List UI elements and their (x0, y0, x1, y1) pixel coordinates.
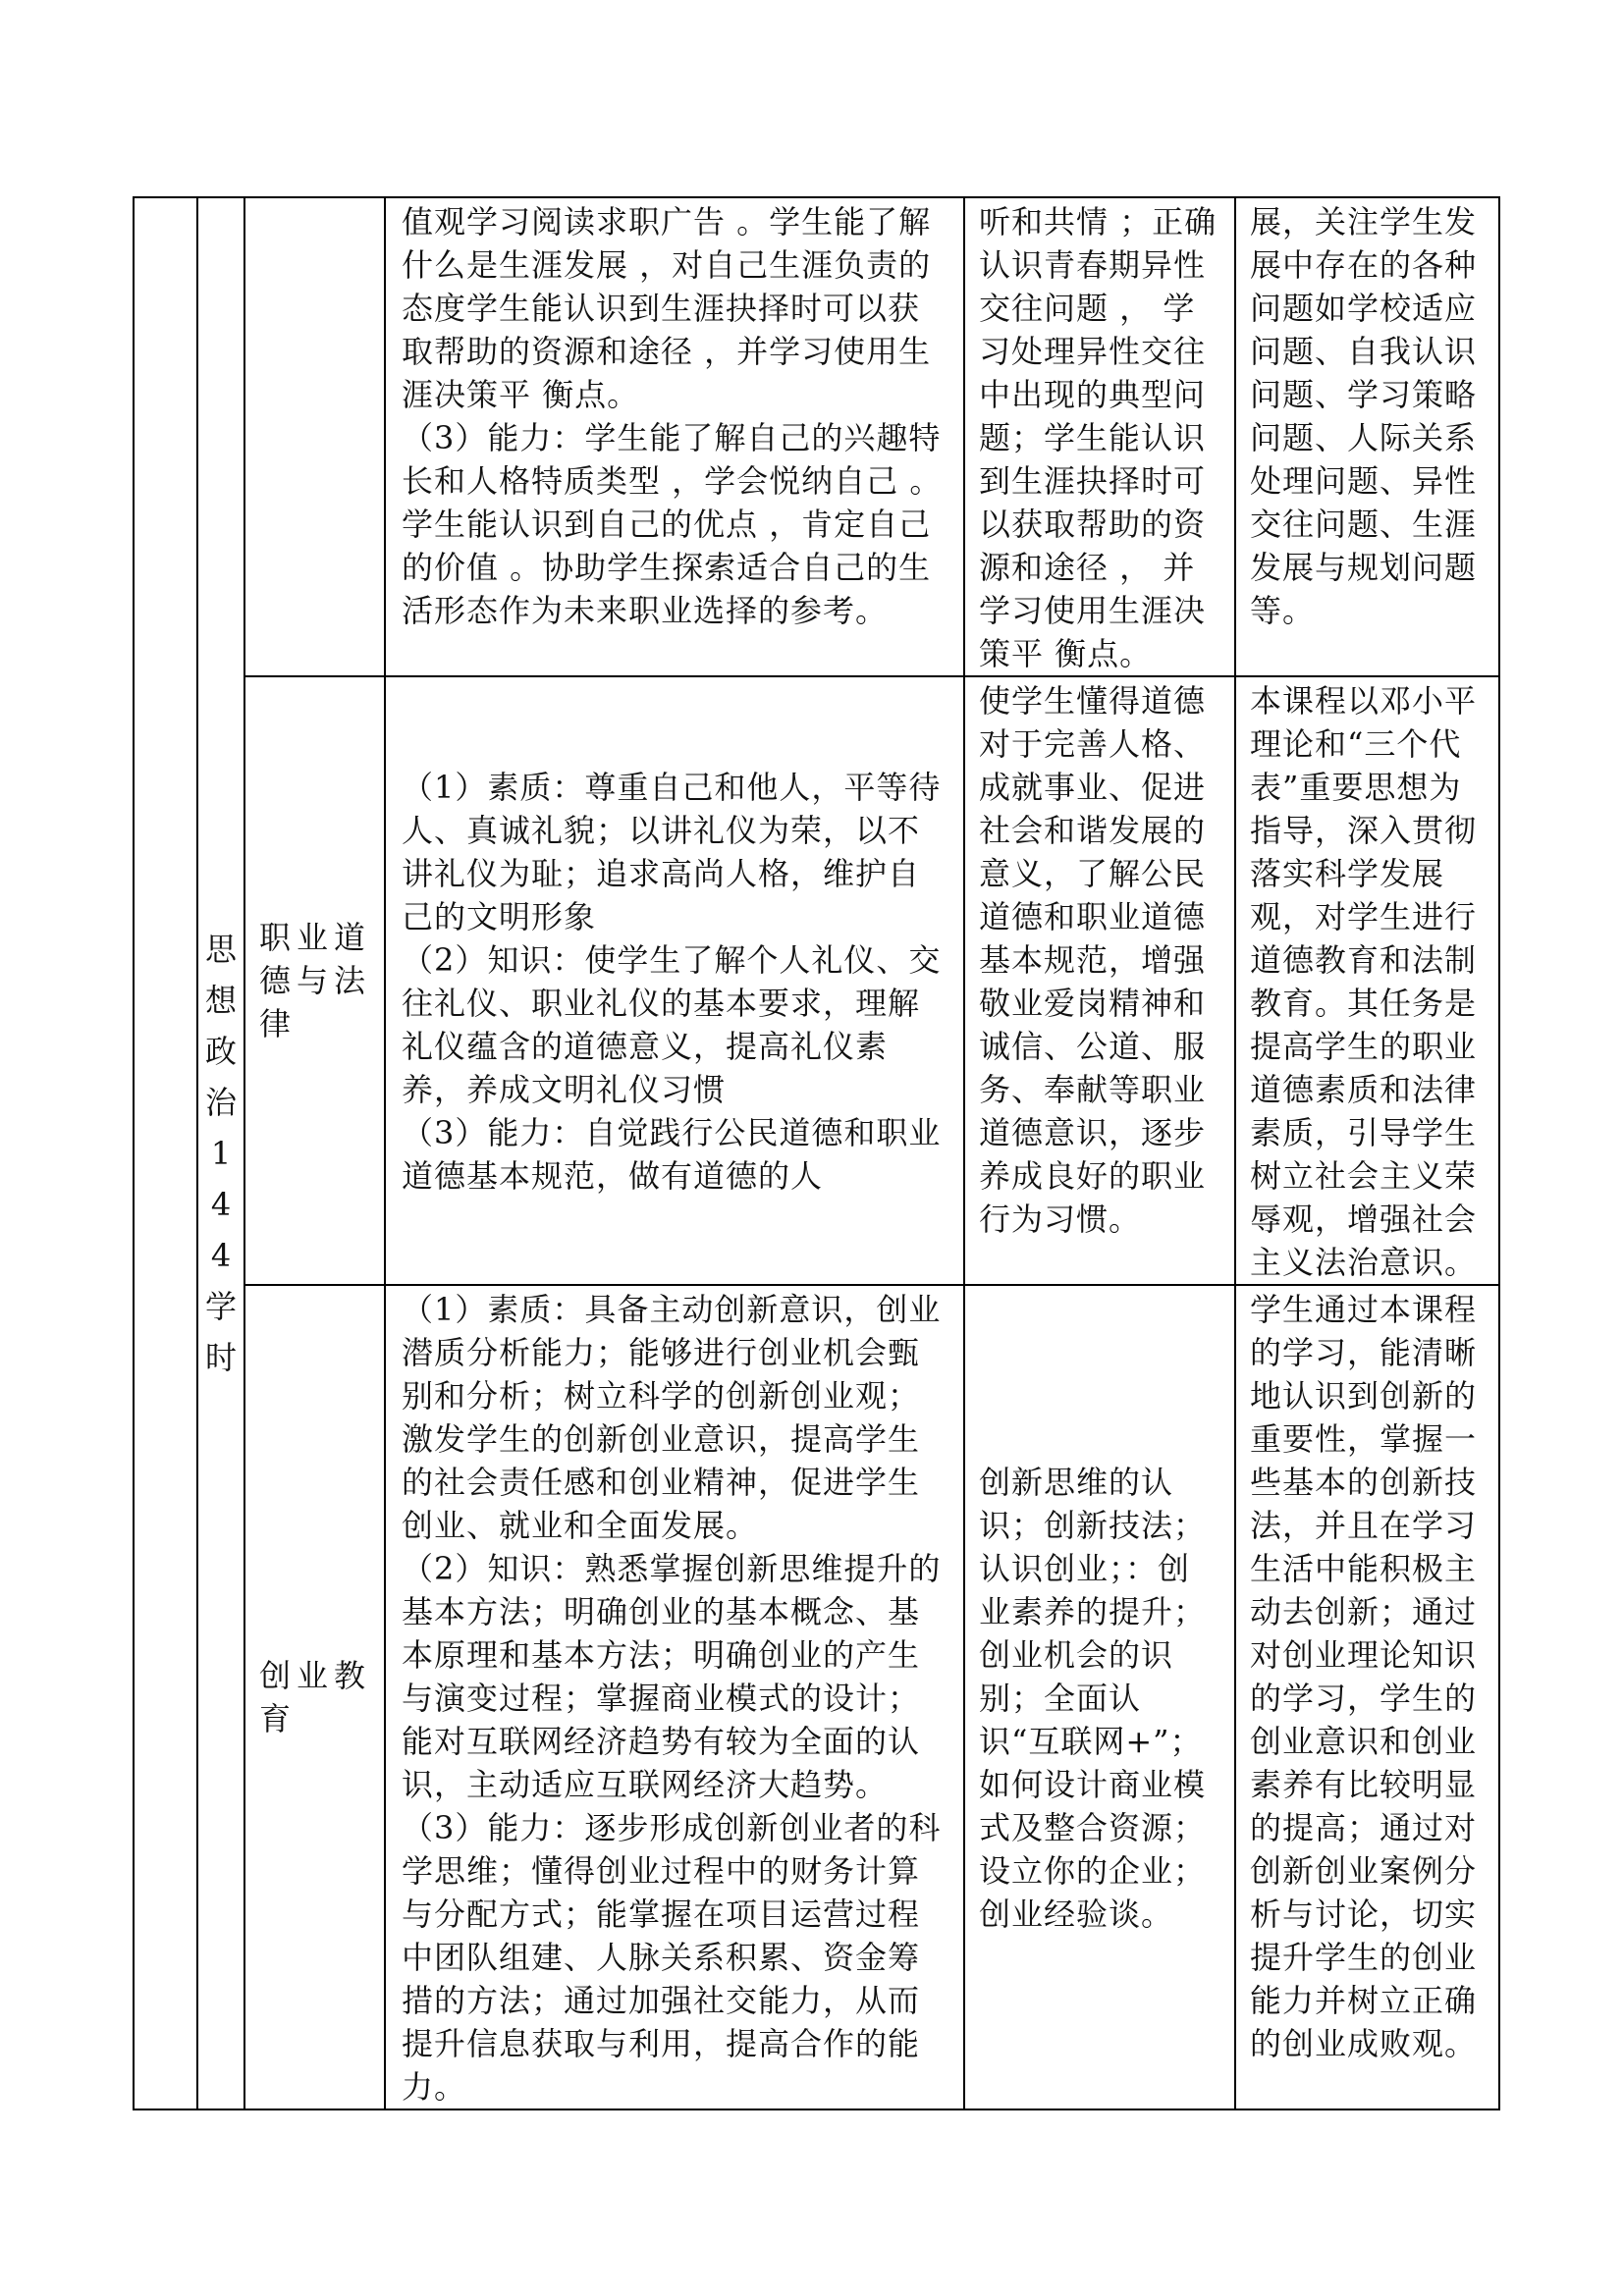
course-name: 职业道德与法律 (259, 919, 372, 1042)
table-row (134, 1285, 1499, 2109)
blank-column-cell (134, 197, 197, 2109)
content-cell (964, 197, 1235, 676)
requirements-cell (1235, 676, 1499, 1285)
course-content: 听和共情 ；正确认识青春期异性交往问题 ， 学习处理异性交往中出现的典型问题；学生能认识到生涯抉择时可以获取帮助的资源和途径 ， 并学习使用生涯决策平 衡点。 (979, 203, 1218, 672)
table-row (134, 197, 1499, 676)
category-cell (197, 197, 244, 2109)
course-name-cell (244, 1285, 385, 2109)
table-row (134, 676, 1499, 1285)
course-requirements: 本课程以邓小平理论和“三个代表”重要思想为指导，深入贯彻落实科学发展观，对学生进行道德教育和法制教育。其任务是提高学生的职业道德素质和法律素质，引导学生树立社会主义荣辱观，增强社会主义法治意识。 (1250, 682, 1478, 1281)
objectives-cell (385, 197, 964, 676)
course-content: 创新思维的认识；创新技法；认识创业；：创业素养的提升；创业机会的识别；全面认识“互联网+”；如何设计商业模式及整合资源；设立你的企业；创业经验谈。 (979, 1464, 1207, 1933)
course-name: 创业教育 (259, 1657, 372, 1737)
content-cell (964, 1285, 1235, 2109)
objectives-cell (385, 676, 964, 1285)
course-requirements: 学生通过本课程的学习，能清晰地认识到创新的重要性，掌握一些基本的创新技法，并且在学习生活中能积极主动去创新；通过对创业理论知识的学习，学生的创业意识和创业素养有比较明显的提高；通过对创新创业案例分析与讨论，切实提升学生的创业能力并树立正确的创业成败观。 (1250, 1291, 1478, 2062)
course-objectives: （1）素质：具备主动创新意识，创业潜质分析能力；能够进行创业机会甄别和分析；树立科学的创新创业观；激发学生的创新创业意识，提高学生的社会责任感和创业精神，促进学生创业、就业和全面发展。 （2）知识：熟悉掌握创新思维提升的基本方法；明确创业的基本概念、基本原理和基本方法；明确创业的产生与演变过程；掌握商业模式的设计；能对互联网经济趋势有较为全面的认识，主动适应互联网经济大趋势。 （3）能力：逐步形成创新创业者的科学思维；懂得创业过程中的财务计算与分配方式；能掌握在项目运营过程中团队组建、人脉关系积累、资金筹措的方法；通过加强社交能力，从而提升信息获取与利用，提高合作的能力。 (402, 1291, 942, 2106)
course-objectives: 值观学习阅读求职广告 。学生能了解什么是生涯发展 ，对自己生涯负责的态度学生能认识到生涯抉择时可以获取帮助的资源和途径 ，并学习使用生涯决策平 衡点。 （3）能力：学生能了解自己的兴趣特长和人格特质类型 ，学会悦纳自己 。学生能认识到自己的优点 ，肯定自己的价值 。协助学生探索适合自己的生活形态作为未来职业选择的参考。 (402, 203, 943, 629)
course-objectives: （1）素质：尊重自己和他人，平等待人、真诚礼貌；以讲礼仪为荣，以不讲礼仪为耻；追求高尚人格，维护自己的文明形象 （2）知识：使学生了解个人礼仪、交往礼仪、职业礼仪的基本要求，理解礼仪蕴含的道德意义，提高礼仪素养，养成文明礼仪习惯 （3）能力：自觉践行公民道德和职业道德基本规范，做有道德的人 (402, 769, 942, 1195)
objectives-cell (385, 1285, 964, 2109)
content-cell (964, 676, 1235, 1285)
course-name-cell (244, 676, 385, 1285)
curriculum-table (133, 196, 1500, 2110)
category-label: 思想政治144学时 (204, 931, 237, 1376)
course-name-cell (244, 197, 385, 676)
requirements-cell (1235, 197, 1499, 676)
course-requirements: 展，关注学生发展中存在的各种问题如学校适应问题、自我认识问题、学习策略问题、人际关系处理问题、异性交往问题、生涯发展与规划问题等。 (1250, 203, 1478, 629)
course-content: 使学生懂得道德对于完善人格、成就事业、促进社会和谐发展的意义，了解公民道德和职业道德基本规范，增强敬业爱岗精神和诚信、公道、服务、奉献等职业道德意识，逐步养成良好的职业行为习惯。 (979, 682, 1207, 1238)
requirements-cell (1235, 1285, 1499, 2109)
